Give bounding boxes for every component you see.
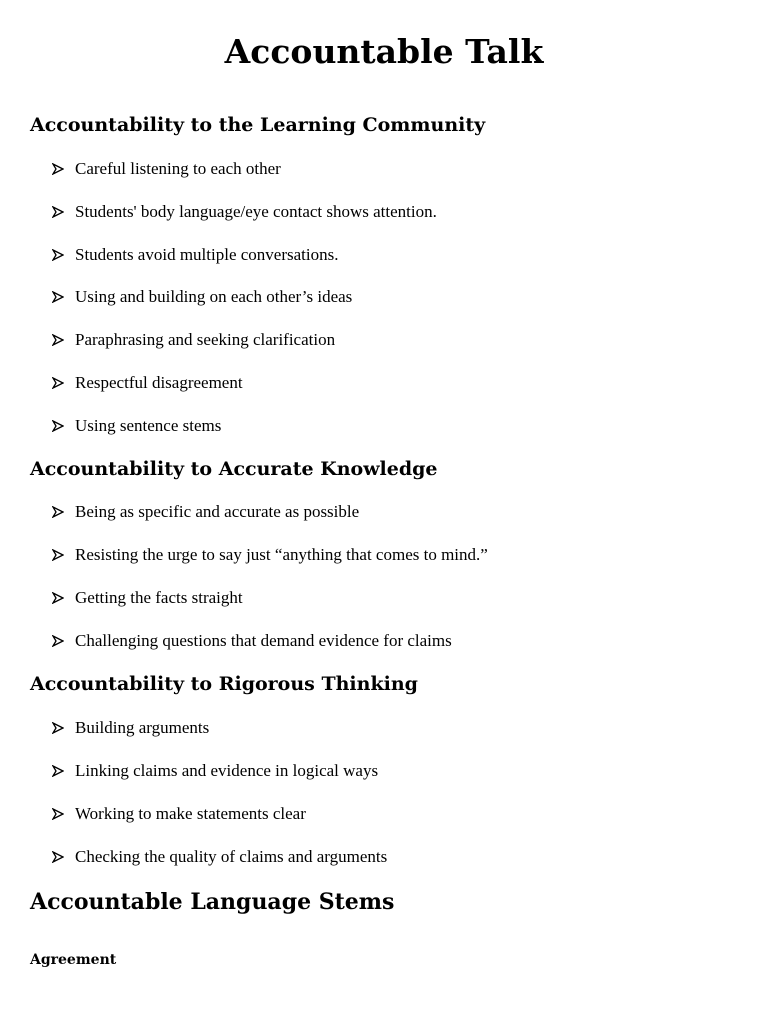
list-item <box>52 371 243 395</box>
list-item <box>52 629 452 653</box>
list-item <box>52 759 378 783</box>
page-title: Accountable Talk <box>224 32 544 71</box>
arrowhead-bullet-icon <box>52 206 64 218</box>
list-item-text: Checking the quality of claims and arguments <box>75 847 388 866</box>
list-item-text: Careful listening to each other <box>75 159 281 178</box>
list-item-text: Getting the facts straight <box>75 588 243 607</box>
section-heading-accurate-knowledge: Accountability to Accurate Knowledge <box>30 458 438 480</box>
list-item <box>52 328 335 352</box>
arrowhead-bullet-icon <box>52 249 64 261</box>
list-item-text: Building arguments <box>75 718 210 737</box>
list-item-text: Respectful disagreement <box>75 373 243 392</box>
list-item-text: Students avoid multiple conversations. <box>75 245 339 264</box>
list-item-text: Challenging questions that demand evidence for claims <box>75 631 452 650</box>
list-item <box>52 845 387 869</box>
list-item <box>52 586 243 610</box>
list-item-text: Paraphrasing and seeking clarification <box>75 330 336 349</box>
arrowhead-bullet-icon <box>52 163 64 175</box>
list-item <box>52 243 338 267</box>
list-item-text: Linking claims and evidence in logical ways <box>75 761 379 780</box>
list-item <box>52 200 437 224</box>
list-item <box>52 802 306 826</box>
list-item-text: Working to make statements clear <box>75 804 306 823</box>
arrowhead-bullet-icon <box>52 851 64 863</box>
arrowhead-bullet-icon <box>52 334 64 346</box>
list-item <box>52 157 281 181</box>
list-item-text: Being as specific and accurate as possible <box>75 502 360 521</box>
arrowhead-bullet-icon <box>52 506 64 518</box>
arrowhead-bullet-icon <box>52 420 64 432</box>
arrowhead-bullet-icon <box>52 635 64 647</box>
arrowhead-bullet-icon <box>52 765 64 777</box>
arrowhead-bullet-icon <box>52 808 64 820</box>
subheading-agreement: Agreement <box>30 952 117 968</box>
section-heading-learning-community: Accountability to the Learning Community <box>30 114 486 136</box>
arrowhead-bullet-icon <box>52 722 64 734</box>
list-item <box>52 543 488 567</box>
section-heading-language-stems: Accountable Language Stems <box>30 889 395 915</box>
arrowhead-bullet-icon <box>52 549 64 561</box>
list-item <box>52 500 359 524</box>
list-item <box>52 414 221 438</box>
arrowhead-bullet-icon <box>52 291 64 303</box>
arrowhead-bullet-icon <box>52 592 64 604</box>
list-item-text: Students' body language/eye contact shows attention. <box>75 202 437 221</box>
list-item <box>52 716 209 740</box>
list-item-text: Using and building on each other’s ideas <box>75 287 353 306</box>
arrowhead-bullet-icon <box>52 377 64 389</box>
section-heading-rigorous-thinking: Accountability to Rigorous Thinking <box>30 673 418 695</box>
list-item-text: Using sentence stems <box>75 416 222 435</box>
list-item-text: Resisting the urge to say just “anything that comes to mind.” <box>75 545 488 564</box>
list-item <box>52 285 352 309</box>
